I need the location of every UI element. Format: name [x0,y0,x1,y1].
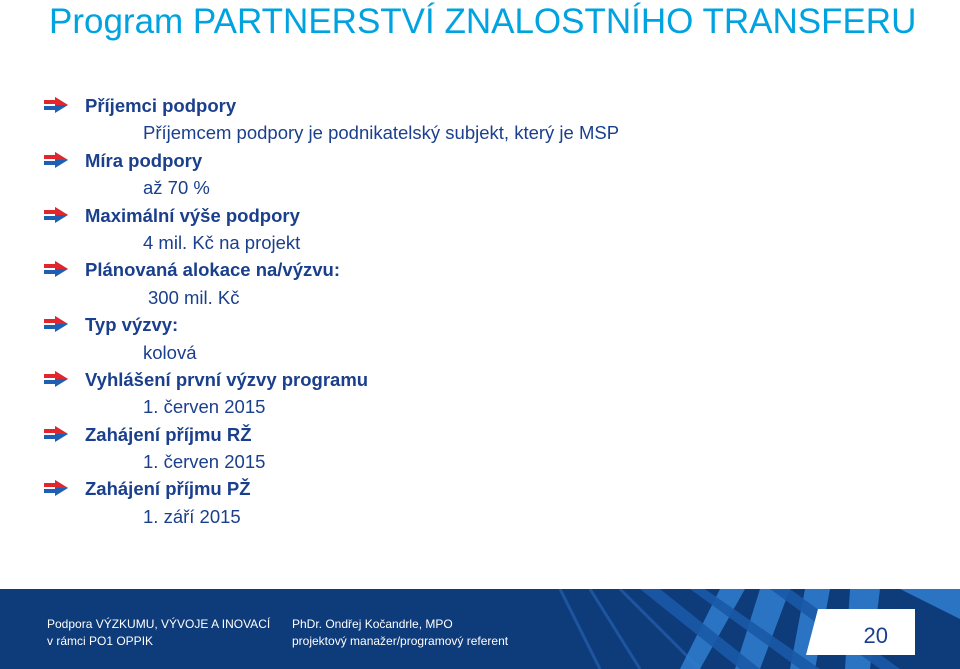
list-item-heading [0,366,960,393]
heading-text: Maximální výše podpory [85,204,300,226]
footer-bar [0,589,960,669]
list-item-value [0,448,960,475]
list-item-value [0,503,960,530]
heading-text: Zahájení příjmu RŽ [85,423,252,445]
list-item-value [0,284,960,311]
bullet-list [0,92,960,530]
list-item-value [0,339,960,366]
arrow-bullet-icon [44,152,68,168]
list-item-heading [0,421,960,448]
list-item-heading [0,256,960,283]
list-item-value [0,229,960,256]
value-text: až 70 % [143,177,210,199]
heading-text: Zahájení příjmu PŽ [85,478,251,500]
value-text: 1. září 2015 [143,505,241,527]
list-item-heading [0,92,960,119]
list-item-heading [0,202,960,229]
arrow-bullet-icon [44,261,68,277]
heading-text: Příjemci podpory [85,95,237,116]
list-item-heading [0,311,960,338]
heading-text: Vyhlášení první výzvy programu [85,368,369,390]
list-item-value [0,119,960,146]
arrow-bullet-icon [44,97,68,113]
list-item-heading [0,147,960,174]
arrow-bullet-icon [44,316,68,332]
value-text: kolová [143,341,197,363]
arrow-bullet-icon [44,426,68,442]
heading-text: Typ výzvy: [85,314,179,336]
page-number: 20 [863,623,888,648]
list-item-value [0,174,960,201]
value-text: 300 mil. Kč [148,286,240,308]
heading-text: Plánovaná alokace na/výzvu: [85,259,341,281]
footer-left-line2: v rámci PO1 OPPIK [47,634,154,648]
arrow-bullet-icon [44,371,68,387]
value-text: Příjemcem podpory je podnikatelský subjekt, který je MSP [143,122,620,144]
footer-left-line1: Podpora VÝZKUMU, VÝVOJE A INOVACÍ [47,617,271,631]
arrow-bullet-icon [44,480,68,496]
list-item-heading [0,475,960,502]
arrow-bullet-icon [44,207,68,223]
page-title: Program PARTNERSTVÍ ZNALOSTNÍHO TRANSFERU [49,2,917,41]
value-text: 4 mil. Kč na projekt [143,231,301,253]
list-item-value [0,393,960,420]
heading-text: Míra podpory [85,149,203,171]
value-text: 1. červen 2015 [143,396,266,418]
footer-author-role: projektový manažer/programový referent [292,634,509,648]
value-text: 1. červen 2015 [143,451,266,473]
footer-author: PhDr. Ondřej Kočandrle, MPO [292,617,453,631]
